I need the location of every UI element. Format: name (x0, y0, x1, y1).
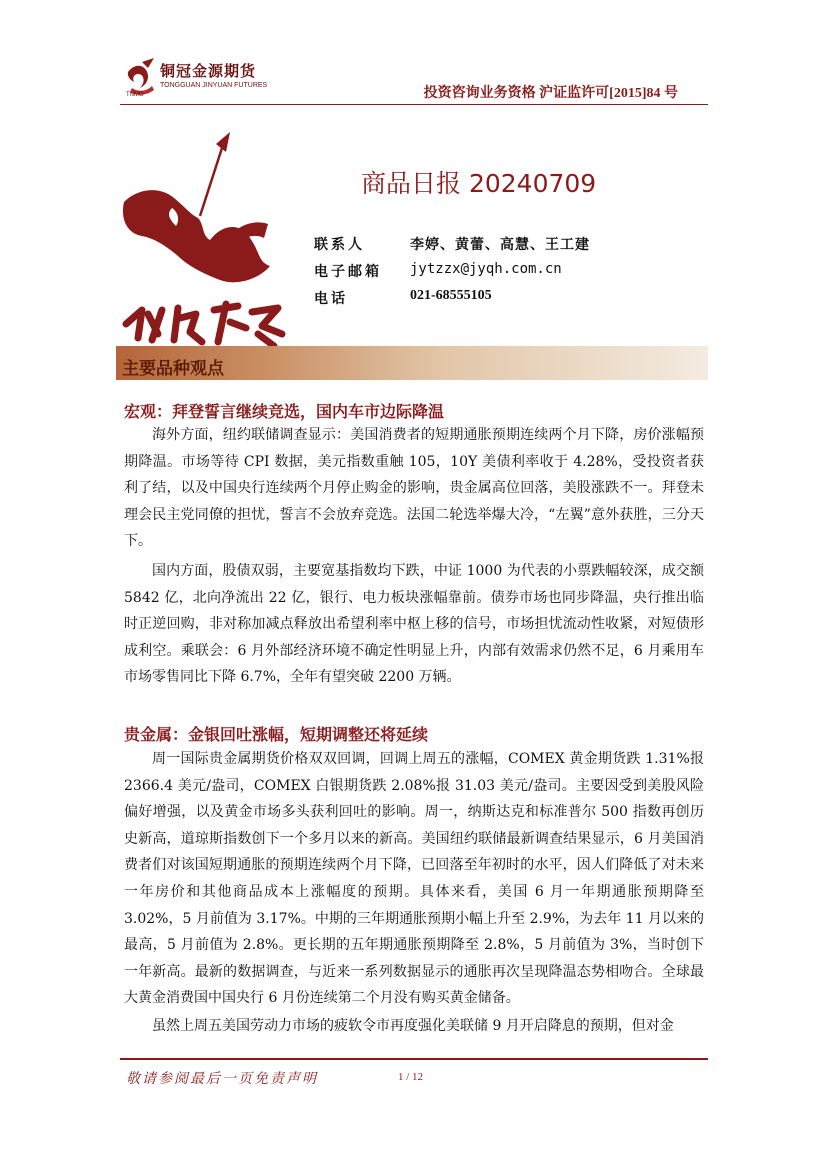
macro-paragraph-domestic: 国内方面，股债双弱，主要宽基指数均下跌，中证 1000 为代表的小票跌幅较深，成交额 5842 亿，北向净流出 22 亿，银行、电力板块涨幅靠前。债券市场也同步降温，央行推出临时正逆回购，非对称加减点释放出希望利率中枢上移的信号，市场担忧流动性收紧，对短债形成利空。乘联会：6 月外部经济环境不确定性明显上升，内部有效需求仍然不足，6 月乘用车市场零售同比下降 6.7%，全年有望突破 2200 万辆。 (124, 563, 704, 686)
page-number: 1 / 12 (398, 1071, 424, 1083)
section-title: 主要品种观点 (122, 359, 224, 379)
disclaimer-note: 敬请参阅最后一页免责声明 (126, 1071, 318, 1087)
company-name-cn: 铜冠金源期货 (160, 62, 257, 80)
company-abbr: TNMG (126, 92, 144, 98)
footer-divider (120, 1058, 708, 1060)
contact-person-label: 联系人 (314, 237, 365, 253)
email-value[interactable]: jytzzx@jyqh.com.cn (410, 261, 562, 277)
contact-person-value: 李婷、黄蕾、高慧、王工建 (410, 237, 590, 253)
macro-heading: 宏观：拜登誓言继续竞选，国内车市边际降温 (124, 402, 445, 421)
precious-metals-paragraph-continued: 虽然上周五美国劳动力市场的疲软令市再度强化美联储 9 月开启降息的预期，但对金 (152, 1018, 674, 1034)
header-divider (120, 104, 708, 105)
precious-metals-paragraph: 周一国际贵金属期货价格双双回调，回调上周五的涨幅，COMEX 黄金期货跌 1.31%报 2366.4 美元/盎司，COMEX 白银期货跌 2.08%报 31.03 美元/盎司。主要因受到美股风险偏好增强，以及黄金市场多头获利回吐的影响。周一，纳斯达克和标准普尔 500 指数再创历史新高，道琼斯指数创下一个多月以来的新高。美国纽约联储最新调查结果显示，6 月美国消费者们对该国短期通胀的预期连续两个月下降，已回落至年初时的水平，因人们降低了对未来一年房价和其他商品成本上涨幅度的预期。具体来看，美国 6 月一年期通胀预期降至 3.02%，5 月前值为 3.17%。中期的三年期通胀预期小幅上升至 2.9%，为去年 11 月以来的最高，5 月前值为 2.8%。更长期的五年期通胀预期降至 2.8%，5 月前值为 3%，当时创下一年新高。最新的数据调查，与近来一系列数据显示的通胀再次呈现降温态势相吻合。全球最大黄金消费国中国央行 6 月份连续第二个月没有购买黄金储备。 (124, 751, 704, 1007)
company-name-en: TONGGUAN JINYUAN FUTURES (160, 82, 268, 89)
macro-paragraph-overseas: 海外方面，纽约联储调查显示：美国消费者的短期通胀预期连续两个月下降，房价涨幅预期降温。市场等待 CPI 数据，美元指数重触 105，10Y 美债利率收于 4.28%，受投资者获利了结，以及中国央行连续两个月停止购金的影响，贵金属高位回落，美股涨跌不一。拜登未理会民主党同僚的担忧，誓言不会放弃竞选。法国二轮选举爆大冷，“左翼”意外获胜，三分天下。 (124, 427, 704, 550)
license-statement: 投资咨询业务资格 沪证监许可[2015]84 号 (423, 86, 678, 101)
email-label: 电子邮箱 (314, 264, 382, 280)
tongling-emblem-icon (118, 128, 294, 352)
phone-label: 电话 (314, 291, 348, 307)
phone-value: 021-68555105 (410, 288, 492, 303)
precious-metals-heading: 贵金属：金银回吐涨幅，短期调整还将延续 (124, 725, 429, 744)
report-title: 商品日报 20240709 (361, 169, 597, 198)
calligraphy-mark (126, 304, 282, 346)
